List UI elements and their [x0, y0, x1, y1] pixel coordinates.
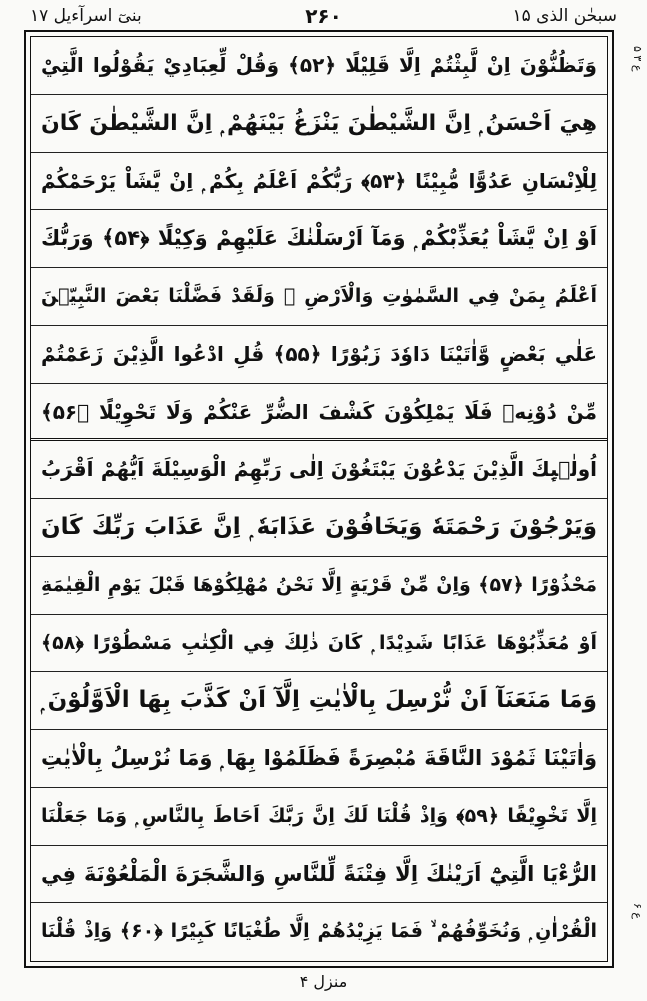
ruku-marker-top: ۵ ۳ ع: [631, 46, 644, 72]
page-number: ۲۶۰: [305, 4, 342, 28]
text-block: [31, 37, 607, 961]
page-header: [20, 4, 627, 30]
surah-title: سبحٰن الذی ۱۵: [512, 6, 617, 26]
text-line-10: مَحْذُوْرًا ﴿۵۷﴾ وَاِنْ مِّنْ قَرْيَةٍ اِلَّا نَحْنُ مُهْلِكُوْهَا قَبْلَ يَوْمِ الْقِيٰمَةِ: [31, 557, 607, 615]
ruku-marker-bottom: ع ۶: [631, 903, 644, 919]
text-line-16: الْقُرْاٰنِ ۭ وَنُخَوِّفُهُمْ ۙ فَمَا يَزِيْدُهُمْ اِلَّا طُغْيَانًا كَبِيْرًا ﴿۶۰﴾ وَاِذْ قُلْنَا: [41, 920, 597, 943]
text-line-5: اَعْلَمُ بِمَنْ فِي السَّمٰوٰتِ وَالْاَرْضِ ۭ وَلَقَدْ فَضَّلْنَا بَعْضَ النَّبِيّٖنَ: [31, 268, 607, 326]
text-line-7: مِّنْ دُوْنِهٖ فَلَا يَمْلِكُوْنَ كَشْفَ الضُّرِّ عَنْكُمْ وَلَا تَحْوِيْلًا ﴿۵۶﴾: [31, 384, 607, 442]
text-line-13: وَاٰتَيْنَا ثَمُوْدَ النَّاقَةَ مُبْصِرَةً فَظَلَمُوْا بِهَا ۭ وَمَا نُرْسِلُ بِالْاٰيٰتِ: [31, 730, 607, 788]
text-line-8: اُولٰۗىِٕكَ الَّذِيْنَ يَدْعُوْنَ يَبْتَغُوْنَ اِلٰى رَبِّهِمُ الْوَسِيْلَةَ اَيُّهُمْ اَقْرَبُ: [31, 441, 607, 499]
text-line-11: اَوْ مُعَذِّبُوْهَا عَذَابًا شَدِيْدًا ۭ كَانَ ذٰلِكَ فِي الْكِتٰبِ مَسْطُوْرًا ﴿۵۸﴾: [31, 615, 607, 673]
text-line-4: اَوْ اِنْ يَّشَاْ يُعَذِّبْكُمْ ۭ وَمَآ اَرْسَلْنٰكَ عَلَيْهِمْ وَكِيْلًا ﴿۵۴﴾ وَرَبُّكَ: [31, 210, 607, 268]
text-line-14: اِلَّا تَخْوِيْفًا ﴿۵۹﴾ وَاِذْ قُلْنَا لَكَ اِنَّ رَبَّكَ اَحَاطَ بِالنَّاسِ ۭ وَمَا جَعَلْنَا: [31, 788, 607, 846]
text-line-12: وَمَا مَنَعَنَآ اَنْ نُّرْسِلَ بِالْاٰيٰتِ اِلَّآ اَنْ كَذَّبَ بِهَا الْاَوَّلُوْنَ ۭ: [31, 672, 607, 730]
text-line-6: عَلٰي بَعْضٍ وَّاٰتَيْنَا دَاوٗدَ زَبُوْرًا ﴿۵۵﴾ قُلِ ادْعُوا الَّذِيْنَ زَعَمْتُمْ: [31, 326, 607, 384]
text-line-2: هِيَ اَحْسَنُ ۭ اِنَّ الشَّيْطٰنَ يَنْزَغُ بَيْنَهُمْ ۭ اِنَّ الشَّيْطٰنَ كَانَ: [31, 95, 607, 153]
text-line-9: وَيَرْجُوْنَ رَحْمَتَهٗ وَيَخَافُوْنَ عَذَابَهٗ ۭ اِنَّ عَذَابَ رَبِّكَ كَانَ: [31, 499, 607, 557]
text-line-1: وَتَظُنُّوْنَ اِنْ لَّبِثْتُمْ اِلَّا قَلِيْلًا ﴿۵۲﴾ وَقُلْ لِّعِبَادِيْ يَقُوْلُوا الَّتِيْ: [31, 37, 607, 95]
manzil-footer: منزل ۴: [299, 972, 348, 991]
text-line-3: لِلْاِنْسَانِ عَدُوًّا مُّبِيْنًا ﴿۵۳﴾ رَبُّكُمْ اَعْلَمُ بِكُمْ ۭ اِنْ يَّشَاْ يَرْحَمْكُمْ: [31, 153, 607, 211]
text-line-15: الرُّءْيَا الَّتِيْٓ اَرَيْنٰكَ اِلَّا فِتْنَةً لِّلنَّاسِ وَالشَّجَرَةَ الْمَلْعُوْنَةَ فِي: [31, 846, 607, 904]
para-title: بنیٓ اسرآءیل ۱۷: [30, 6, 142, 26]
